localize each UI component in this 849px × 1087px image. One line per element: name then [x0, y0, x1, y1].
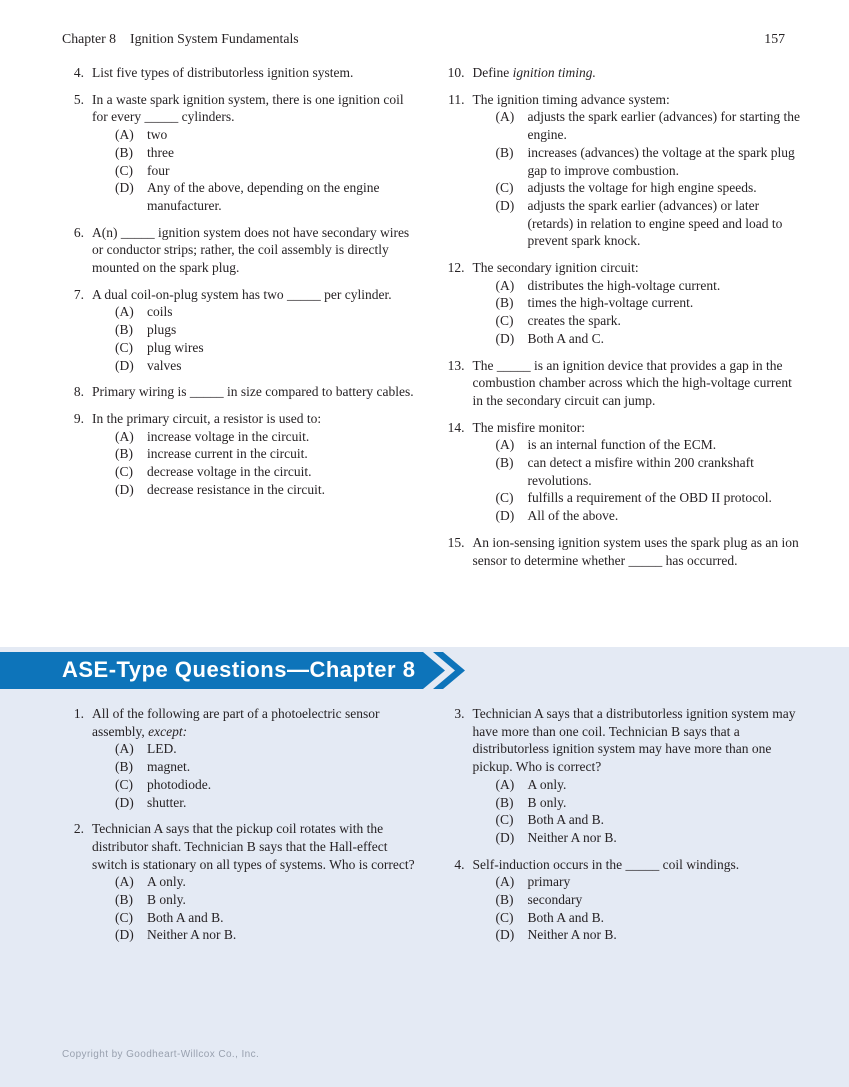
question-body: [92, 64, 421, 82]
question-text: [92, 410, 421, 428]
option-text: B only.: [527, 794, 567, 810]
answer-option: [473, 277, 802, 295]
question-text: [473, 64, 802, 82]
question-text: [473, 259, 802, 277]
answer-option: [473, 454, 802, 489]
question-text: [473, 91, 802, 109]
question-text-segment: Primary wiring is _____ in size compared to battery cables.: [92, 384, 414, 400]
question-item: [441, 534, 802, 569]
question-text-segment: An ion-sensing ignition system uses the spark plug as an ion sensor to determine whether _____ has occurred.: [472, 534, 799, 568]
answer-option: [473, 873, 802, 891]
option-letter: (A): [115, 428, 134, 444]
option-text: decrease voltage in the circuit.: [147, 464, 312, 480]
running-header: [62, 30, 299, 48]
option-text: plugs: [147, 322, 177, 338]
question-text-segment: In the primary circuit, a resistor is used to:: [92, 410, 322, 426]
option-letter: (C): [495, 490, 514, 506]
question-text: [92, 705, 421, 740]
question-text-segment: The ignition timing advance system:: [472, 91, 670, 107]
question-text-segment: The _____ is an ignition device that provides a gap in the combustion chamber across which the high-voltage current in the secondary circuit can jump.: [472, 357, 792, 408]
option-text: creates the spark.: [527, 313, 621, 329]
question-item: [441, 856, 802, 945]
question-number: 10.: [447, 65, 465, 80]
option-text: photodiode.: [147, 776, 212, 792]
question-text-segment: Self-induction occurs in the _____ coil windings.: [472, 856, 740, 872]
question-body: [473, 856, 802, 945]
question-number: 3.: [454, 706, 465, 721]
question-number: 14.: [447, 419, 465, 435]
question-text: [473, 705, 802, 776]
option-text: Neither A nor B.: [147, 927, 237, 943]
question-item: [60, 64, 421, 82]
question-text: [473, 534, 802, 569]
question-body: [473, 419, 802, 525]
option-text: can detect a misfire within 200 crankshaft revolutions.: [527, 455, 754, 488]
question-text-segment: A(n) _____ ignition system does not have secondary wires or conductor strips; rather, the coil assembly is directly mounted on the spark plug.: [92, 224, 410, 276]
option-text: adjusts the spark earlier (advances) or later (retards) in relation to engine speed and load to prevent spark knock.: [527, 197, 783, 249]
option-text: adjusts the spark earlier (advances) for starting the engine.: [527, 109, 801, 143]
question-text-segment: A dual coil-on-plug system has two _____ per cylinder.: [92, 286, 392, 302]
answer-option: [92, 144, 421, 162]
option-letter: (C): [495, 909, 514, 925]
question-text: [92, 224, 421, 277]
question-text-italic: ignition timing.: [512, 65, 596, 80]
answer-option: [92, 126, 421, 144]
question-item: [60, 820, 421, 944]
question-text: [92, 820, 421, 873]
question-body: [473, 705, 802, 847]
option-letter: (C): [115, 162, 133, 178]
answer-option: [473, 489, 802, 507]
question-number: 8.: [73, 384, 84, 400]
question-item: [60, 91, 421, 215]
option-letter: (D): [495, 508, 515, 524]
question-body: [473, 91, 802, 250]
option-letter: (B): [495, 794, 514, 810]
question-item: [441, 91, 802, 250]
answer-option: [92, 758, 421, 776]
question-number: 1.: [73, 706, 84, 721]
question-text-segment: Technician A says that a distributorless ignition system may have more than one coil. Technician B says that a distributorless ignition system may have more than one pickup. Who is correct?: [472, 706, 796, 775]
page-number: 157: [764, 31, 785, 46]
question-body: [92, 705, 421, 811]
option-letter: (D): [495, 197, 515, 213]
answer-option: [92, 445, 421, 463]
question-item: [441, 357, 802, 410]
answer-option: [473, 507, 802, 525]
option-letter: (B): [115, 322, 133, 338]
option-letter: (A): [495, 277, 515, 293]
question-item: [60, 286, 421, 375]
option-text: decrease resistance in the circuit.: [147, 481, 326, 497]
question-body: [92, 383, 421, 401]
option-letter: (D): [115, 180, 134, 196]
question-body: [473, 534, 802, 569]
option-letter: (B): [495, 144, 514, 160]
question-number: 4.: [454, 856, 465, 872]
option-text: valves: [147, 357, 182, 373]
answer-option: [92, 740, 421, 758]
question-body: [92, 820, 421, 944]
answer-option: [92, 776, 421, 794]
review-questions-area: [0, 64, 849, 578]
answer-option: [473, 909, 802, 927]
option-letter: (A): [115, 127, 134, 143]
option-letter: (A): [115, 304, 134, 320]
option-letter: (C): [115, 776, 133, 792]
question-text: [473, 419, 802, 437]
question-text: [473, 357, 802, 410]
answer-option: [92, 909, 421, 927]
question-number: 2.: [73, 821, 84, 837]
answer-option: [473, 436, 802, 454]
question-number: 4.: [73, 65, 84, 80]
answer-option: [473, 776, 802, 794]
option-letter: (C): [115, 909, 133, 925]
question-body: [473, 64, 802, 82]
question-text: [92, 91, 421, 126]
option-text: increase voltage in the circuit.: [147, 428, 310, 444]
option-text: adjusts the voltage for high engine speeds.: [527, 180, 757, 196]
answer-option: [473, 891, 802, 909]
question-number: 6.: [73, 224, 84, 240]
option-text: secondary: [527, 892, 583, 908]
ase-left-column: [60, 705, 421, 953]
answer-option: [92, 339, 421, 357]
option-letter: (B): [115, 144, 133, 160]
answer-option: [473, 312, 802, 330]
option-letter: (D): [495, 330, 515, 346]
answer-option: [92, 303, 421, 321]
option-text: A only.: [527, 776, 567, 792]
answer-option: [473, 197, 802, 250]
question-number: 15.: [447, 534, 465, 550]
option-text: Any of the above, depending on the engine manufacturer.: [147, 180, 380, 213]
option-letter: (A): [495, 874, 515, 890]
option-letter: (D): [495, 927, 515, 943]
answer-option: [473, 179, 802, 197]
option-text: A only.: [147, 874, 186, 890]
answer-option: [473, 144, 802, 179]
answer-option: [92, 428, 421, 446]
answer-option: [473, 108, 802, 143]
option-letter: (B): [115, 892, 133, 908]
question-body: [92, 224, 421, 277]
question-body: [92, 91, 421, 215]
option-text: shutter.: [147, 794, 187, 810]
question-number: 5.: [73, 91, 84, 107]
question-text: [92, 383, 421, 401]
question-item: [60, 383, 421, 401]
question-number: 11.: [448, 91, 465, 107]
option-text: Both A and C.: [527, 330, 605, 346]
question-item: [441, 705, 802, 847]
option-text: magnet.: [147, 759, 191, 775]
question-number: 12.: [447, 260, 465, 276]
question-text-segment: Define: [472, 65, 513, 80]
option-text: Both A and B.: [527, 909, 605, 925]
answer-option: [92, 179, 421, 214]
option-letter: (D): [495, 829, 515, 845]
option-letter: (A): [115, 874, 134, 890]
question-item: [60, 224, 421, 277]
question-item: [441, 64, 802, 82]
question-number: 13.: [447, 357, 465, 373]
question-text: [473, 856, 802, 874]
option-letter: (B): [495, 892, 514, 908]
option-letter: (D): [115, 481, 134, 497]
option-text: three: [147, 144, 174, 160]
option-letter: (C): [495, 180, 514, 196]
ase-questions-area: [0, 705, 849, 953]
question-text: [92, 286, 421, 304]
option-text: Both A and B.: [147, 909, 224, 925]
option-letter: (C): [495, 313, 514, 329]
page-header: [62, 30, 785, 48]
question-body: [473, 259, 802, 348]
option-letter: (D): [115, 794, 134, 810]
option-letter: (A): [115, 741, 134, 757]
option-text: primary: [527, 874, 571, 890]
answer-option: [92, 891, 421, 909]
option-letter: (B): [115, 759, 133, 775]
question-text-segment: List five types of distributorless ignition system.: [92, 65, 354, 80]
option-text: distributes the high-voltage current.: [527, 277, 721, 293]
option-text: times the high-voltage current.: [527, 295, 694, 311]
answer-option: [473, 926, 802, 944]
question-item: [441, 419, 802, 525]
answer-option: [473, 829, 802, 847]
question-text-segment: Technician A says that the pickup coil rotates with the distributor shaft. Technician B says that the Hall-effect switch is stationary on all types of systems. Who is correct?: [92, 821, 415, 872]
ase-banner: [0, 652, 470, 689]
option-text: is an internal function of the ECM.: [527, 437, 717, 453]
answer-option: [473, 811, 802, 829]
answer-option: [92, 463, 421, 481]
option-letter: (A): [495, 109, 515, 125]
ase-questions-section: [0, 647, 849, 1087]
review-left-column: [60, 64, 421, 578]
answer-option: [473, 330, 802, 348]
question-body: [473, 357, 802, 410]
option-letter: (C): [115, 464, 133, 480]
option-letter: (C): [115, 339, 133, 355]
question-text-segment: The misfire monitor:: [472, 419, 585, 435]
ase-banner-title: ASE-Type Questions—Chapter 8: [62, 657, 416, 682]
question-item: [441, 259, 802, 348]
question-body: [92, 286, 421, 375]
option-text: B only.: [147, 892, 186, 908]
question-item: [60, 410, 421, 499]
answer-option: [473, 294, 802, 312]
answer-option: [473, 794, 802, 812]
answer-option: [92, 481, 421, 499]
option-text: Neither A nor B.: [527, 927, 617, 943]
option-letter: (B): [115, 446, 133, 462]
question-text-italic: except:: [148, 723, 188, 739]
ase-right-column: [441, 705, 802, 953]
option-text: two: [147, 127, 168, 143]
option-letter: (B): [495, 295, 514, 311]
answer-option: [92, 162, 421, 180]
question-text: [92, 64, 421, 82]
answer-option: [92, 321, 421, 339]
option-letter: (D): [115, 357, 134, 373]
option-letter: (A): [495, 776, 515, 792]
option-text: coils: [147, 304, 173, 320]
option-text: Both A and B.: [527, 812, 605, 828]
question-number: 7.: [73, 286, 84, 302]
review-right-column: [441, 64, 802, 578]
question-body: [92, 410, 421, 499]
option-text: increases (advances) the voltage at the spark plug gap to improve combustion.: [527, 144, 795, 178]
option-text: plug wires: [147, 339, 204, 355]
option-text: All of the above.: [527, 508, 619, 524]
option-text: Neither A nor B.: [527, 829, 617, 845]
option-letter: (A): [495, 437, 515, 453]
answer-option: [92, 926, 421, 944]
option-letter: (D): [115, 927, 134, 943]
option-text: fulfills a requirement of the OBD II protocol.: [527, 490, 772, 506]
chapter-title: Ignition System Fundamentals: [130, 31, 299, 46]
option-letter: (B): [495, 455, 514, 471]
answer-option: [92, 794, 421, 812]
question-number: 9.: [73, 410, 84, 426]
option-letter: (C): [495, 812, 514, 828]
chapter-label: Chapter 8: [62, 31, 117, 46]
answer-option: [92, 357, 421, 375]
option-text: four: [147, 162, 170, 178]
copyright-notice: Copyright by Goodheart-Willcox Co., Inc.: [62, 1049, 260, 1060]
question-text-segment: All of the following are part of a photoelectric sensor assembly,: [92, 706, 380, 739]
option-text: LED.: [147, 741, 177, 757]
question-text-segment: In a waste spark ignition system, there is one ignition coil for every _____ cylinders.: [92, 91, 404, 125]
option-text: increase current in the circuit.: [147, 446, 308, 462]
question-text-segment: The secondary ignition circuit:: [472, 260, 639, 276]
question-item: [60, 705, 421, 811]
answer-option: [92, 873, 421, 891]
